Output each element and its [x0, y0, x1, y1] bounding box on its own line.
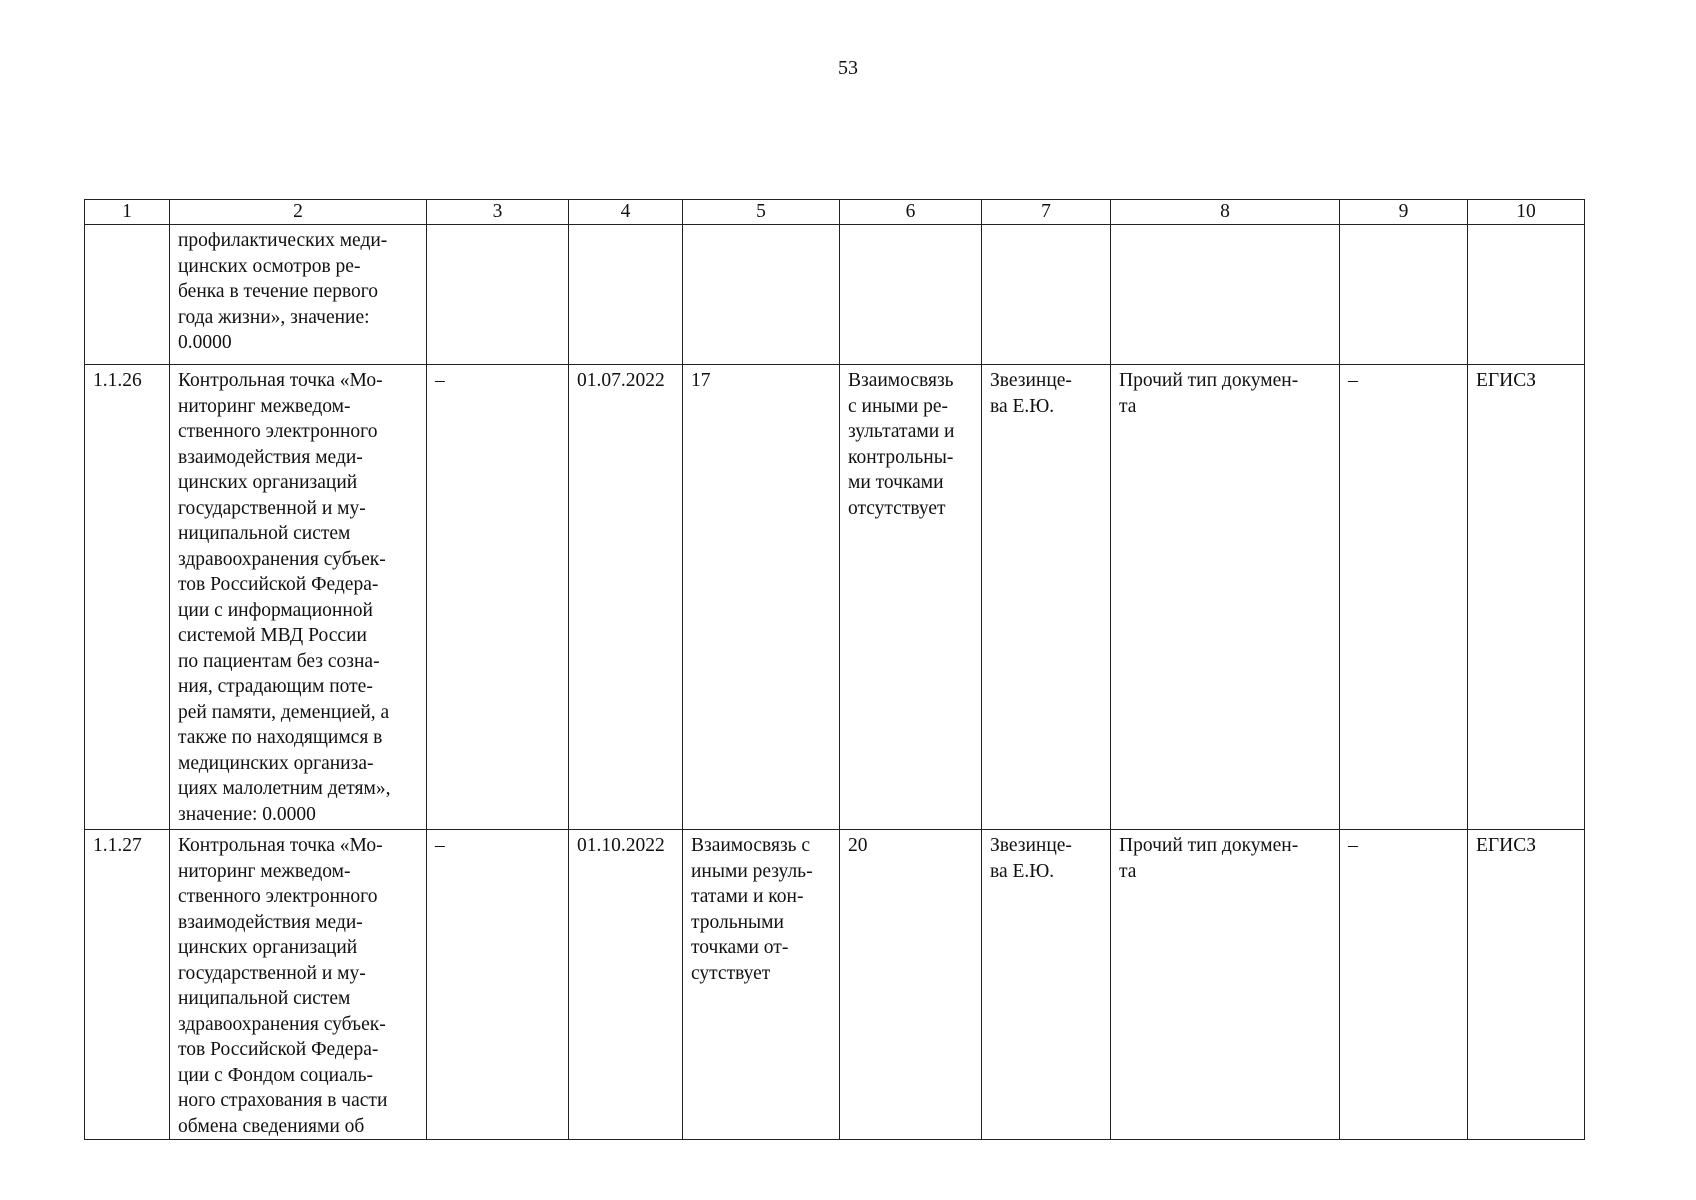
cell-doc-type: Прочий тип докумен- та	[1111, 365, 1340, 830]
cell-name: профилактических меди- цинских осмотров ре- бенка в течение первого года жизни», значение: 0.0000	[170, 225, 427, 365]
header-row	[85, 200, 1585, 225]
column-header: 4	[569, 200, 683, 225]
cell-number: 1.1.27	[85, 830, 170, 1140]
table-row-1-1-27	[85, 830, 1585, 1140]
cell-date: 01.10.2022	[569, 830, 683, 1140]
column-header: 3	[427, 200, 569, 225]
table-body	[85, 225, 1585, 1140]
cell-col3: –	[427, 365, 569, 830]
table-row-1-1-26	[85, 365, 1585, 830]
cell-col9: –	[1340, 365, 1468, 830]
column-header: 1	[85, 200, 170, 225]
cell-doc-type	[1111, 225, 1340, 365]
cell-doc-type: Прочий тип докумен- та	[1111, 830, 1340, 1140]
cell-responsible	[982, 225, 1111, 365]
cell-system	[1468, 225, 1585, 365]
cell-col9: –	[1340, 830, 1468, 1140]
cell-col5: Взаимосвязь с иными резуль- татами и кон- трольными точками от- сутствует	[683, 830, 840, 1140]
cell-date: 01.07.2022	[569, 365, 683, 830]
cell-number: 1.1.26	[85, 365, 170, 830]
cell-name: Контрольная точка «Мо- ниторинг межведом- ственного электронного взаимодействия меди- цинских организаций государственной и му- ниципальной систем здравоохранения субъек- тов Российской Федера- ции с Фондом социаль- ного страхования в части обмена сведениями об	[170, 830, 427, 1140]
cell-name: Контрольная точка «Мо- ниторинг межведом- ственного электронного взаимодействия меди- цинских организаций государственной и му- ниципальной систем здравоохранения субъек- тов Российской Федера- ции с информационной системой МВД России по пациентам без созна- ния, страдающим поте- рей памяти, деменцией, а также по находящимся в медицинских организа- циях малолетним детям», значение: 0.0000	[170, 365, 427, 830]
cell-col5	[683, 225, 840, 365]
table-header	[85, 200, 1585, 225]
column-header: 8	[1111, 200, 1340, 225]
cell-col6: Взаимосвязь с иными ре- зультатами и контрольны- ми точками отсутствует	[840, 365, 982, 830]
column-header: 5	[683, 200, 840, 225]
schedule-table	[84, 199, 1585, 1140]
cell-col3	[427, 225, 569, 365]
cell-col9	[1340, 225, 1468, 365]
cell-col6	[840, 225, 982, 365]
cell-date	[569, 225, 683, 365]
cell-responsible: Звезинце- ва Е.Ю.	[982, 830, 1111, 1140]
column-header: 7	[982, 200, 1111, 225]
column-header: 2	[170, 200, 427, 225]
cell-responsible: Звезинце- ва Е.Ю.	[982, 365, 1111, 830]
table-row-continuation	[85, 225, 1585, 365]
cell-system: ЕГИСЗ	[1468, 830, 1585, 1140]
page-number: 53	[838, 57, 858, 79]
column-header: 9	[1340, 200, 1468, 225]
cell-col6: 20	[840, 830, 982, 1140]
cell-number	[85, 225, 170, 365]
cell-col3: –	[427, 830, 569, 1140]
cell-col5: 17	[683, 365, 840, 830]
column-header: 10	[1468, 200, 1585, 225]
cell-system: ЕГИСЗ	[1468, 365, 1585, 830]
column-header: 6	[840, 200, 982, 225]
